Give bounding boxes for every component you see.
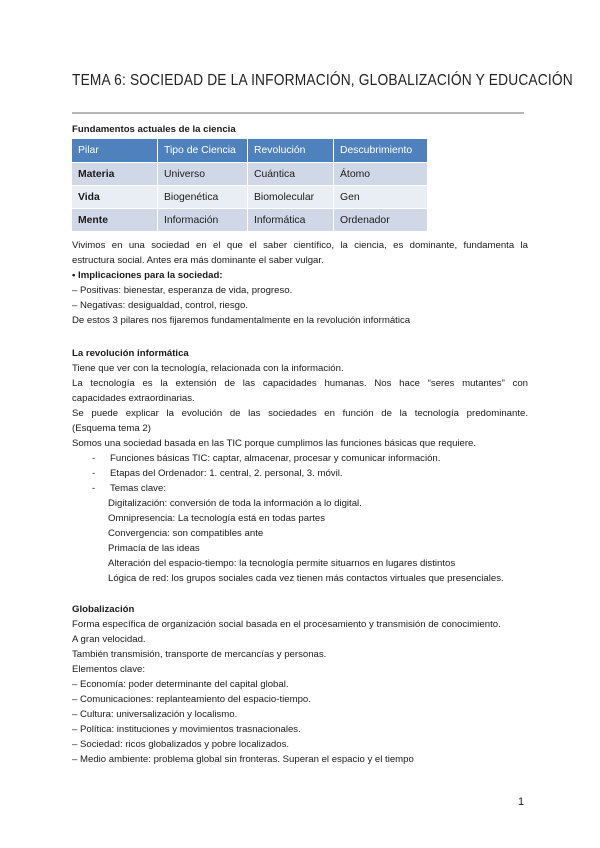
bullet-dash: - <box>92 453 96 464</box>
paragraph-line: La tecnología es la extensión de las capacidades humanas. Nos hace “seres mutantes” con <box>72 378 528 389</box>
sub-list-item: Lógica de red: los grupos sociales cada vez tienen más contactos virtuales que presenciales. <box>108 573 504 584</box>
paragraph-line: Se puede explicar la evolución de las sociedades en función de la tecnología predominante. <box>72 408 528 419</box>
paragraph-line: Elementos clave: <box>72 664 146 675</box>
paragraph-line: A gran velocidad. <box>72 634 146 645</box>
list-item-text: Funciones básicas TIC: captar, almacenar, procesar y comunicar información. <box>110 453 441 464</box>
list-item: – Cultura: universalización y localismo. <box>72 709 238 720</box>
list-item-text: Etapas del Ordenador: 1. central, 2. personal, 3. móvil. <box>110 468 343 479</box>
table-cell: Ordenador <box>334 209 428 232</box>
title-divider <box>72 112 524 114</box>
table-header-row <box>72 139 428 163</box>
table-row <box>72 209 428 232</box>
list-item: – Medio ambiente: problema global sin fronteras. Superan el espacio y el tiempo <box>72 754 414 765</box>
list-item: – Sociedad: ricos globalizados y pobre localizados. <box>72 739 290 750</box>
list-item <box>72 451 528 466</box>
section-3-body <box>72 617 528 767</box>
paragraph-line: Vivimos en una sociedad en el que el saber científico, la ciencia, es dominante, fundamenta la <box>72 240 528 251</box>
table-cell: Universo <box>158 163 248 186</box>
table-cell: Vida <box>72 186 158 209</box>
list-item: – Política: instituciones y movimientos trasnacionales. <box>72 724 301 735</box>
section-heading-revolucion: La revolución informática <box>72 348 189 359</box>
section-2-body <box>72 361 528 586</box>
table-header-cell: Pilar <box>72 139 158 163</box>
table-row <box>72 163 428 186</box>
list-item <box>72 481 528 496</box>
table-cell: Gen <box>334 186 428 209</box>
page-number: 1 <box>518 796 525 808</box>
list-item: – Economía: poder determinante del capital global. <box>72 679 289 690</box>
list-item: – Comunicaciones: replanteamiento del espacio-tiempo. <box>72 694 311 705</box>
list-item-text: Temas clave: <box>110 483 166 494</box>
bullet-dash: - <box>92 483 96 494</box>
table-cell: Cuántica <box>248 163 334 186</box>
list-item <box>72 466 528 481</box>
paragraph-line: (Esquema tema 2) <box>72 423 151 434</box>
bullet-dash: - <box>92 468 96 479</box>
table-cell: Biogenética <box>158 186 248 209</box>
page-title: TEMA 6: SOCIEDAD DE LA INFORMACIÓN, GLOBALIZACIÓN Y EDUCACIÓN <box>72 72 573 89</box>
table-header-cell: Revolución <box>248 139 334 163</box>
table-row <box>72 186 428 209</box>
table-cell: Información <box>158 209 248 232</box>
section-heading-globalizacion: Globalización <box>72 604 135 615</box>
implicaciones-heading: • Implicaciones para la sociedad: <box>72 270 223 281</box>
table-header-cell: Descubrimiento <box>334 139 428 163</box>
paragraph-line: capacidades extraordinarias. <box>72 393 195 404</box>
science-table <box>72 139 428 231</box>
paragraph-line: De estos 3 pilares nos fijaremos fundamentalmente en la revolución informática <box>72 315 411 326</box>
paragraph-line: Tiene que ver con la tecnología, relacionada con la información. <box>72 363 344 374</box>
table-cell: Materia <box>72 163 158 186</box>
table-cell: Biomolecular <box>248 186 334 209</box>
sub-list-item: Convergencia: son compatibles ante <box>108 528 264 539</box>
table-cell: Informática <box>248 209 334 232</box>
list-item: – Positivas: bienestar, esperanza de vida, progreso. <box>72 285 293 296</box>
paragraph-line: También transmisión, transporte de mercancías y personas. <box>72 649 327 660</box>
sub-list-item: Omnipresencia: La tecnología está en todas partes <box>108 513 326 524</box>
table-header-cell: Tipo de Ciencia <box>158 139 248 163</box>
sub-list-item: Digitalización: conversión de toda la información a lo digital. <box>108 498 362 509</box>
table-cell: Átomo <box>334 163 428 186</box>
paragraph-line: estructura social. Antes era más dominante el saber vulgar. <box>72 255 324 266</box>
section-1-body <box>72 238 528 328</box>
paragraph-line: Somos una sociedad basada en las TIC porque cumplimos las funciones básicas que requiere. <box>72 438 477 449</box>
sub-list-item: Primacía de las ideas <box>108 543 200 554</box>
list-item: – Negativas: desigualdad, control, riesgo. <box>72 300 248 311</box>
sub-list-item: Alteración del espacio-tiempo: la tecnología permite situarnos en lugares distintos <box>108 558 456 569</box>
section-heading-fundamentos: Fundamentos actuales de la ciencia <box>72 124 236 135</box>
table-cell: Mente <box>72 209 158 232</box>
paragraph-line: Forma específica de organización social basada en el procesamiento y transmisión de conocimiento. <box>72 619 501 630</box>
